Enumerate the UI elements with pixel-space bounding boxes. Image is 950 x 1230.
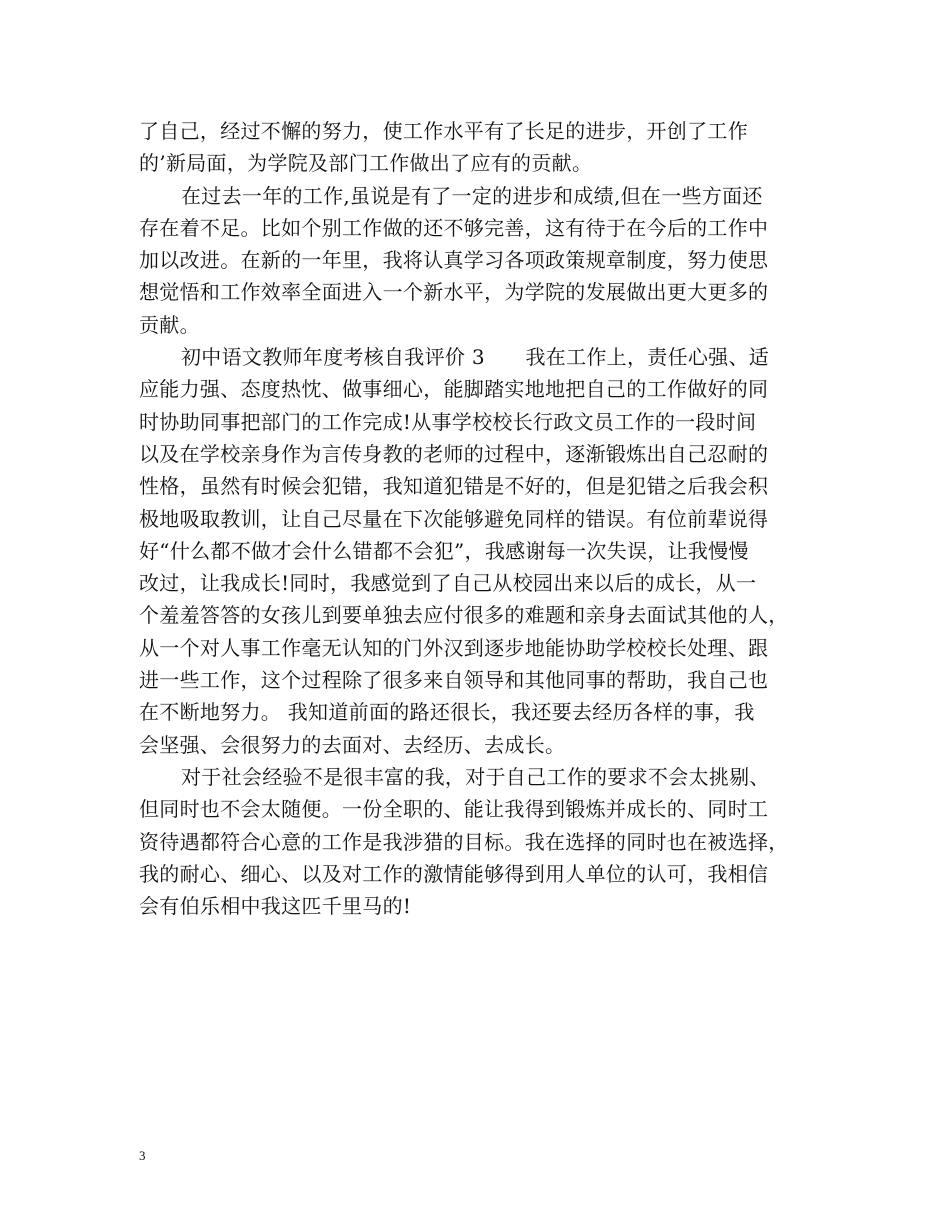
page-number: 3 <box>139 1148 146 1163</box>
text-line: 以及在学校亲身作为言传身教的老师的过程中，逐渐锻炼出自己忍耐的 <box>139 441 769 466</box>
text-line: 贡献。 <box>139 312 200 337</box>
text-line: 存在着不足。比如个别工作做的还不够完善，这有待于在今后的工作中 <box>139 215 769 240</box>
text-line: 个羞羞答答的女孩儿到要单独去应付很多的难题和亲身去面试其他的人， <box>139 603 789 628</box>
text-line: 加以改进。在新的一年里，我将认真学习各项政策规章制度，努力使思 <box>139 248 769 273</box>
text-line: 了自己，经过不懈的努力，使工作水平有了长足的进步，开创了工作 <box>139 119 748 143</box>
text-line: 在过去一年的工作,虽说是有了一定的进步和成绩,但在一些方面还 <box>181 183 763 208</box>
text-line: 在不断地努力。 我知道前面的路还很长，我还要去经历各样的事，我 <box>139 700 755 725</box>
text-line: 资待遇都符合心意的工作是我涉猎的目标。我在选择的同时也在被选择， <box>139 829 789 854</box>
body-text <box>139 115 819 922</box>
text-line: 改过，让我成长!同时，我感觉到了自己从校园出来以后的成长，从一 <box>139 571 757 596</box>
text-line: 好“什么都不做才会什么错都不会犯”，我感谢每一次失误，让我慢慢 <box>139 538 749 563</box>
text-line: 对于社会经验不是很丰富的我，对于自己工作的要求不会太挑剔、 <box>181 764 770 789</box>
text-line: 时协助同事把部门的工作完成!从事学校校长行政文员工作的一段时间 <box>139 409 757 434</box>
text-line: 想觉悟和工作效率全面进入一个新水平，为学院的发展做出更大更多的 <box>139 280 769 305</box>
text-line: 从一个对人事工作毫无认知的门外汉到逐步地能协助学校校长处理、跟 <box>139 635 769 660</box>
text-line: 极地吸取教训，让自己尽量在下次能够避免同样的错误。有位前辈说得 <box>139 506 769 531</box>
text-line: 会坚强、会很努力的去面对、去经历、去成长。 <box>139 732 566 757</box>
text-line: 但同时也不会太随便。一份全职的、能让我得到锻炼并成长的、同时工 <box>139 797 769 822</box>
text-line: 性格，虽然有时候会犯错，我知道犯错是不好的，但是犯错之后我会积 <box>139 474 769 499</box>
text-line: 初中语文教师年度考核自我评价 3 我在工作上，责任心强、适 <box>181 345 770 370</box>
text-line: 我的耐心、细心、以及对工作的激情能够得到用人单位的认可，我相信 <box>139 861 769 886</box>
text-line: 的’新局面，为学院及部门工作做出了应有的贡献。 <box>139 151 593 176</box>
text-line: 会有伯乐相中我这匹千里马的! <box>139 894 412 919</box>
text-line: 应能力强、态度热忱、做事细心，能脚踏实地地把自己的工作做好的同 <box>139 377 769 402</box>
text-line: 进一些工作，这个过程除了很多来自领导和其他同事的帮助，我自己也 <box>139 668 769 693</box>
